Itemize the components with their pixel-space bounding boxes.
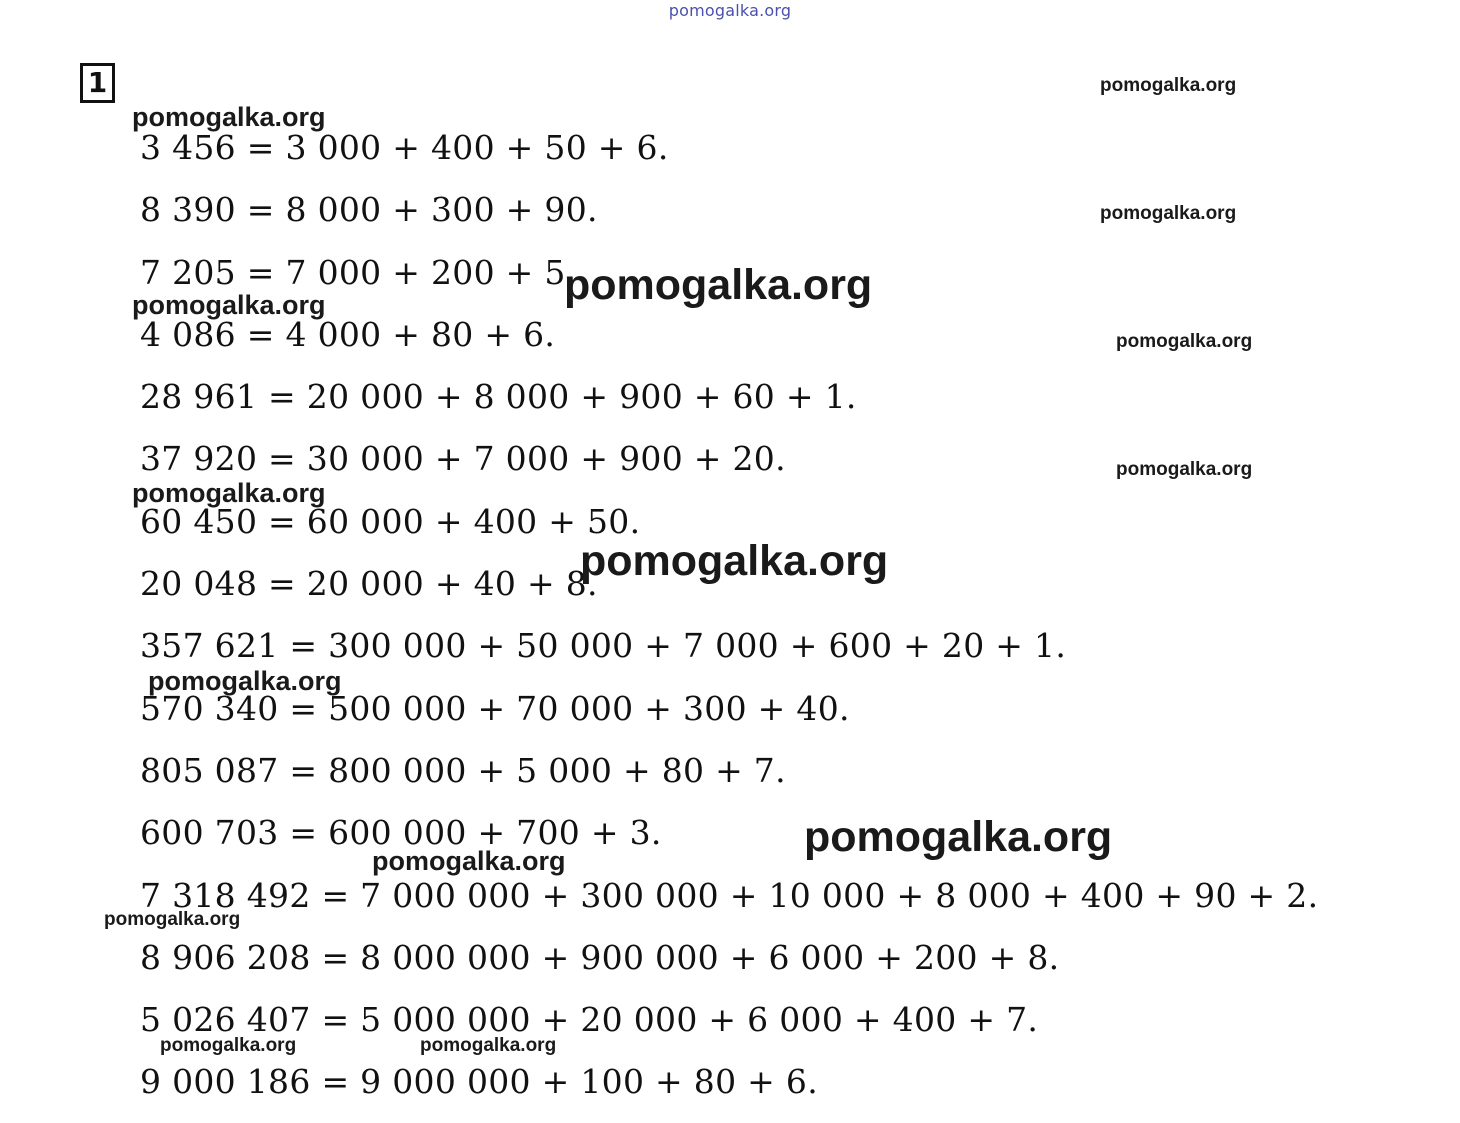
watermark: pomogalka.org [1100, 75, 1237, 96]
equation-line: 3 456 = 3 000 + 400 + 50 + 6. [140, 128, 669, 167]
watermark: pomogalka.org [564, 261, 873, 309]
equation-line: 7 318 492 = 7 000 000 + 300 000 + 10 000 + 8 000 + 400 + 90 + 2. [140, 875, 1319, 915]
equation-line: 9 000 186 = 9 000 000 + 100 + 80 + 6. [140, 1062, 818, 1102]
watermark: pomogalka.org [580, 537, 889, 585]
watermark: pomogalka.org [132, 478, 326, 508]
equation-line: 600 703 = 600 000 + 700 + 3. [140, 813, 662, 853]
equation-line: 28 961 = 20 000 + 8 000 + 900 + 60 + 1. [140, 377, 857, 417]
task-number-box [80, 63, 115, 103]
watermark: pomogalka.org [420, 1035, 557, 1056]
equation-line: 20 048 = 20 000 + 40 + 8. [140, 564, 598, 604]
watermark: pomogalka.org [148, 666, 342, 696]
watermark: pomogalka.org [1116, 331, 1253, 352]
watermark: pomogalka.org [804, 813, 1113, 861]
equation-line: 805 087 = 800 000 + 5 000 + 80 + 7. [140, 750, 786, 790]
watermark: pomogalka.org [372, 846, 566, 876]
watermark: pomogalka.org [104, 909, 241, 930]
watermark: pomogalka.org [132, 290, 326, 320]
equation-line: 4 086 = 4 000 + 80 + 6. [140, 314, 556, 354]
equation-line: 570 340 = 500 000 + 70 000 + 300 + 40. [140, 688, 850, 728]
equation-line: 37 920 = 30 000 + 7 000 + 900 + 20. [140, 439, 786, 479]
watermark: pomogalka.org [160, 1035, 297, 1056]
equation-line: 8 906 208 = 8 000 000 + 900 000 + 6 000 + 200 + 8. [140, 937, 1060, 977]
equation-line: 8 390 = 8 000 + 300 + 90. [140, 190, 598, 230]
equation-line: 357 621 = 300 000 + 50 000 + 7 000 + 600 + 20 + 1. [140, 626, 1067, 666]
watermark: pomogalka.org [1100, 203, 1237, 224]
equation-line: 60 450 = 60 000 + 400 + 50. [140, 501, 641, 541]
equation-line: 5 026 407 = 5 000 000 + 20 000 + 6 000 + 400 + 7. [140, 1000, 1039, 1040]
watermark: pomogalka.org [132, 102, 326, 132]
site-url-header[interactable]: pomogalka.org [668, 1, 792, 20]
watermark: pomogalka.org [1116, 459, 1253, 480]
task-number: 1 [87, 66, 108, 99]
equation-line: 7 205 = 7 000 + 200 + 5. [140, 252, 577, 292]
